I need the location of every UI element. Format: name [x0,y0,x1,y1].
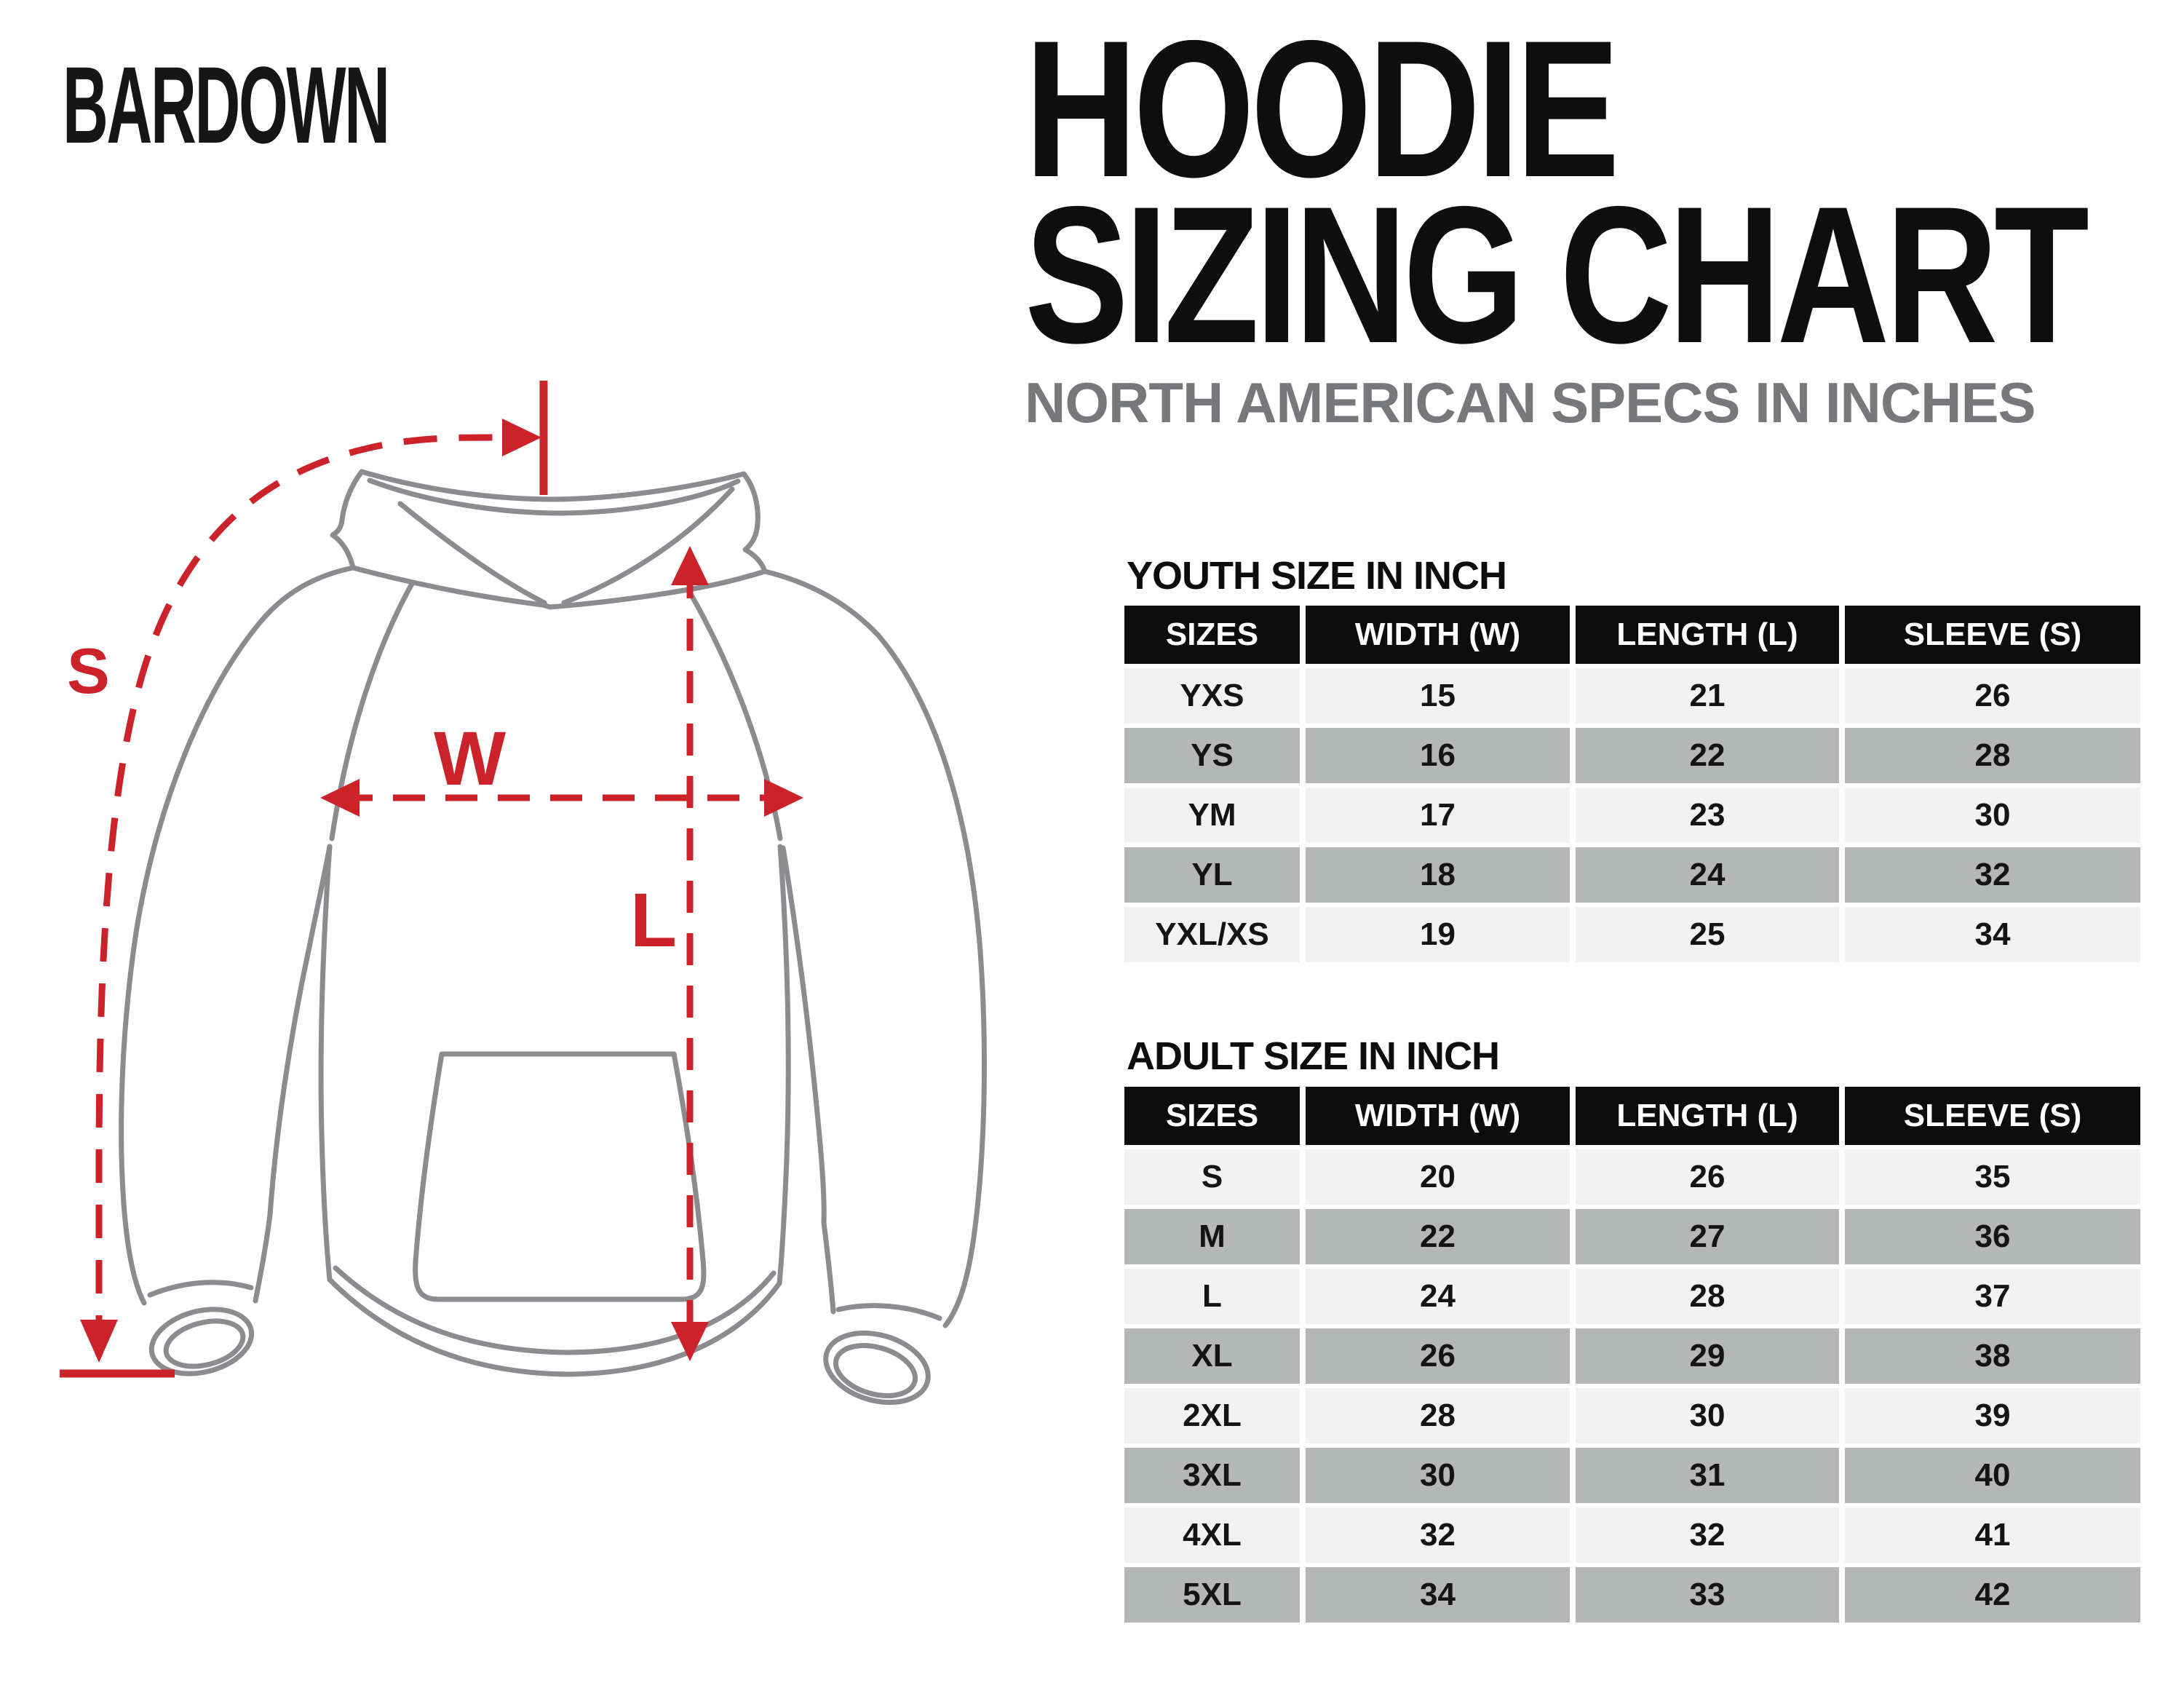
width-measure-label: W [434,716,507,801]
sleeve-cell: 30 [1845,788,2140,843]
length-cell: 29 [1576,1328,1839,1384]
hood-left-curl [333,472,362,568]
kangaroo-pocket [416,1054,704,1299]
sleeve-cell: 39 [1845,1388,2140,1443]
width-cell: 19 [1306,907,1570,962]
sleeve-arrowhead-down [80,1320,118,1363]
hood-right-curl [744,474,765,571]
sleeve-left-outer [122,568,353,1303]
width-cell: 28 [1306,1388,1570,1443]
hem-inner [335,1268,774,1352]
size-cell: L [1124,1269,1300,1324]
length-measure-arrow [630,546,709,1361]
title-block [1025,0,2184,436]
size-cell: YXL/XS [1124,907,1300,962]
sleeve-cell: 38 [1845,1328,2140,1384]
hem-outer [330,1280,779,1374]
sleeve-cell: 36 [1845,1209,2140,1264]
hoodie-outline-drawing [122,472,985,1414]
youth-col-header-width: WIDTH (W) [1306,606,1570,664]
youth-col-header-sleeve: SLEEVE (S) [1845,606,2140,664]
adult-size-table [1124,1087,2143,1622]
width-cell: 26 [1306,1328,1570,1384]
cuff-right-seam [838,1306,940,1318]
length-measure-label: L [630,878,677,963]
adult-col-header-width: WIDTH (W) [1306,1087,1570,1145]
size-cell: YM [1124,788,1300,843]
page-title-line2: SIZING CHART [1025,165,2086,384]
body-right-edge [779,847,788,1283]
adult-col-header-sizes: SIZES [1124,1087,1300,1145]
sleeve-cell: 26 [1845,668,2140,724]
length-cell: 33 [1576,1567,1839,1622]
length-cell: 25 [1576,907,1839,962]
length-cell: 27 [1576,1209,1839,1264]
cuff-left-inner [162,1314,248,1374]
sleeve-cell: 28 [1845,728,2140,783]
size-cell: XL [1124,1328,1300,1384]
sleeve-cell: 37 [1845,1269,2140,1324]
width-cell: 15 [1306,668,1570,724]
adult-col-header-sleeve: SLEEVE (S) [1845,1087,2140,1145]
length-cell: 28 [1576,1269,1839,1324]
length-cell: 24 [1576,847,1839,903]
page-title-line1: HOODIE [1025,0,1616,218]
size-cell: S [1124,1149,1300,1205]
length-cell: 32 [1576,1507,1839,1563]
size-cell: 4XL [1124,1507,1300,1563]
size-cell: 5XL [1124,1567,1300,1622]
length-cell: 31 [1576,1448,1839,1503]
width-cell: 16 [1306,728,1570,783]
adult-col-header-length: LENGTH (L) [1576,1087,1839,1145]
youth-col-header-length: LENGTH (L) [1576,606,1839,664]
youth-size-table [1124,606,2143,962]
width-cell: 34 [1306,1567,1570,1622]
length-cell: 22 [1576,728,1839,783]
width-cell: 22 [1306,1209,1570,1264]
width-cell: 32 [1306,1507,1570,1563]
hoodie-measurement-diagram [0,0,1033,1688]
youth-col-header-sizes: SIZES [1124,606,1300,664]
cuff-left-seam [150,1283,251,1295]
size-cell: 2XL [1124,1388,1300,1443]
sleeve-cell: 35 [1845,1149,2140,1205]
length-arrowhead-up [671,546,709,585]
width-cell: 18 [1306,847,1570,903]
width-measure-arrow [320,716,803,817]
length-cell: 30 [1576,1388,1839,1443]
width-cell: 30 [1306,1448,1570,1503]
length-cell: 21 [1576,668,1839,724]
sleeve-cell: 42 [1845,1567,2140,1622]
sleeve-cell: 40 [1845,1448,2140,1503]
sleeve-measure-arrow [60,381,544,1374]
sleeve-cell: 41 [1845,1507,2140,1563]
adult-table-title: ADULT SIZE IN INCH [1127,1034,1499,1078]
body-left-edge [321,847,330,1280]
size-cell: YS [1124,728,1300,783]
hood-interior-left [400,504,544,603]
sleeve-arrowhead-right [502,419,541,456]
width-cell: 24 [1306,1269,1570,1324]
size-cell: YXS [1124,668,1300,724]
sleeve-cell: 32 [1845,847,2140,903]
youth-table-title: YOUTH SIZE IN INCH [1127,554,1507,598]
size-cell: 3XL [1124,1448,1300,1503]
page-title [1025,0,2086,384]
width-arrowhead-right [764,779,803,817]
width-cell: 20 [1306,1149,1570,1205]
size-cell: YL [1124,847,1300,903]
width-cell: 17 [1306,788,1570,843]
sleeve-cell: 34 [1845,907,2140,962]
length-cell: 26 [1576,1149,1839,1205]
brand-logo: BARDOWN [63,44,389,166]
size-cell: M [1124,1209,1300,1264]
sleeve-measure-label: S [67,635,110,707]
length-cell: 23 [1576,788,1839,843]
page-subtitle: NORTH AMERICAN SPECS IN INCHES [1025,370,2036,435]
